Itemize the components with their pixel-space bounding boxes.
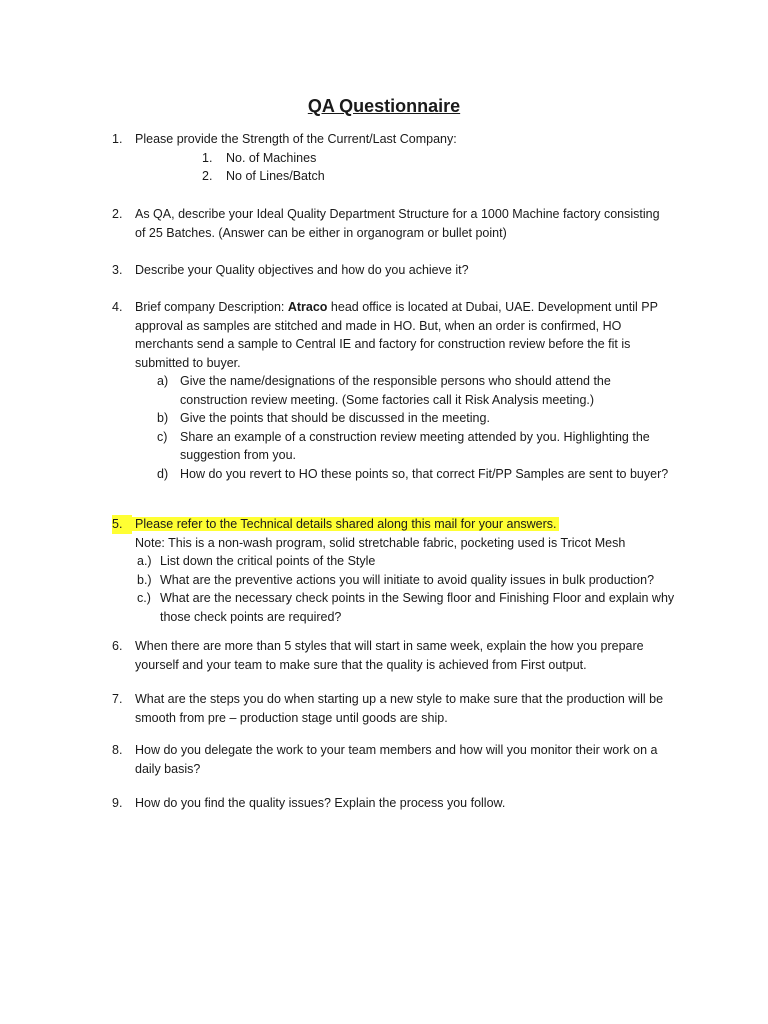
sub-item-text: No of Lines/Batch <box>226 169 325 183</box>
question-text-line <box>135 515 683 534</box>
sub-item-number: d) <box>157 466 169 481</box>
sub-item <box>135 409 683 428</box>
sub-item-number: 2. <box>202 169 213 183</box>
question-number: 2. <box>112 207 123 221</box>
sub-item-text: How do you revert to HO these points so, that correct Fit/PP Samples are sent to buyer? <box>180 466 669 481</box>
page-title: QA Questionnaire <box>307 96 461 116</box>
sub-item-text: List down the critical points of the Style <box>160 554 376 568</box>
sub-item-text: No. of Machines <box>226 150 317 165</box>
sub-item <box>135 372 683 391</box>
question-text-line <box>135 298 683 317</box>
sub-item-continuation <box>135 608 683 627</box>
question-text-line: yourself and your team to make sure that the quality is achieved from First output. <box>135 657 587 672</box>
question-number: 9. <box>112 796 123 810</box>
sub-item-text: Share an example of a construction review meeting attended by you. Highlighting the <box>180 429 650 444</box>
sub-item-number: 1. <box>202 150 213 165</box>
sub-item-continuation <box>135 391 683 410</box>
company-name: Atraco <box>287 300 328 314</box>
note-text: Note: This is a non-wash program, solid stretchable fabric, pocketing used is Tricot Mesh <box>135 535 626 550</box>
sub-item-number: a) <box>157 374 169 388</box>
sub-item-text: suggestion from you. <box>180 448 297 462</box>
sub-item <box>135 167 683 186</box>
highlighted-question-text: Please refer to the Technical details shared along this mail for your answers. <box>131 517 559 531</box>
question-text-line: smooth from pre – production stage until goods are ship. <box>135 710 448 725</box>
question-number: 6. <box>112 639 123 653</box>
question-text-line: merchants send a sample to Central IE and factory for construction review before the fit is <box>135 337 631 351</box>
sub-item-number: b.) <box>137 572 152 587</box>
sub-item-number: b) <box>157 411 169 425</box>
question-text-line: submitted to buyer. <box>135 355 241 370</box>
sub-item-continuation <box>135 446 683 465</box>
question-number: 7. <box>112 692 123 706</box>
question-number: 4. <box>112 300 123 314</box>
question-text-line: As QA, describe your Ideal Quality Department Structure for a 1000 Machine factory consisting <box>135 207 660 221</box>
description-prefix: Brief company Description: <box>135 300 288 314</box>
sub-item-text: Give the name/designations of the responsible persons who should attend the <box>180 374 611 388</box>
description-rest: head office is located at Dubai, UAE. Development until PP <box>327 300 658 314</box>
question-number: 5. <box>112 515 132 534</box>
question-text: Please provide the Strength of the Current/Last Company: <box>135 132 457 146</box>
question-text-line: When there are more than 5 styles that will start in same week, explain the how you prepare <box>135 639 644 653</box>
question-text: Describe your Quality objectives and how do you achieve it? <box>135 263 469 277</box>
sub-item-text: construction review meeting. (Some factories call it Risk Analysis meeting.) <box>180 392 595 407</box>
question-text-line: How do you delegate the work to your team members and how will you monitor their work on a <box>135 743 658 757</box>
question-text-line: What are the steps you do when starting up a new style to make sure that the production will be <box>135 692 664 706</box>
question-text-line: daily basis? <box>135 761 201 776</box>
sub-item-text: What are the preventive actions you will initiate to avoid quality issues in bulk production? <box>160 572 655 587</box>
sub-item <box>135 589 683 608</box>
sub-item-text: Give the points that should be discussed in the meeting. <box>180 411 490 425</box>
sub-item-number: c.) <box>137 591 151 605</box>
question-number: 1. <box>112 132 123 146</box>
sub-item-text: those check points are required? <box>160 609 342 624</box>
sub-item <box>135 428 683 447</box>
sub-item <box>135 571 683 590</box>
sub-item-number: a.) <box>137 554 152 568</box>
sub-item-number: c) <box>157 429 168 444</box>
sub-item <box>135 465 683 484</box>
question-text-line: of 25 Batches. (Answer can be either in organogram or bullet point) <box>135 225 507 240</box>
sub-item <box>135 149 683 168</box>
sub-item-text: What are the necessary check points in the Sewing floor and Finishing Floor and explain why <box>160 591 675 605</box>
question-number: 3. <box>112 263 123 277</box>
question-number: 8. <box>112 743 123 757</box>
question-text: How do you find the quality issues? Explain the process you follow. <box>135 796 506 810</box>
question-text-line: approval as samples are stitched and made in HO. But, when an order is confirmed, HO <box>135 318 622 333</box>
sub-item <box>135 552 683 571</box>
